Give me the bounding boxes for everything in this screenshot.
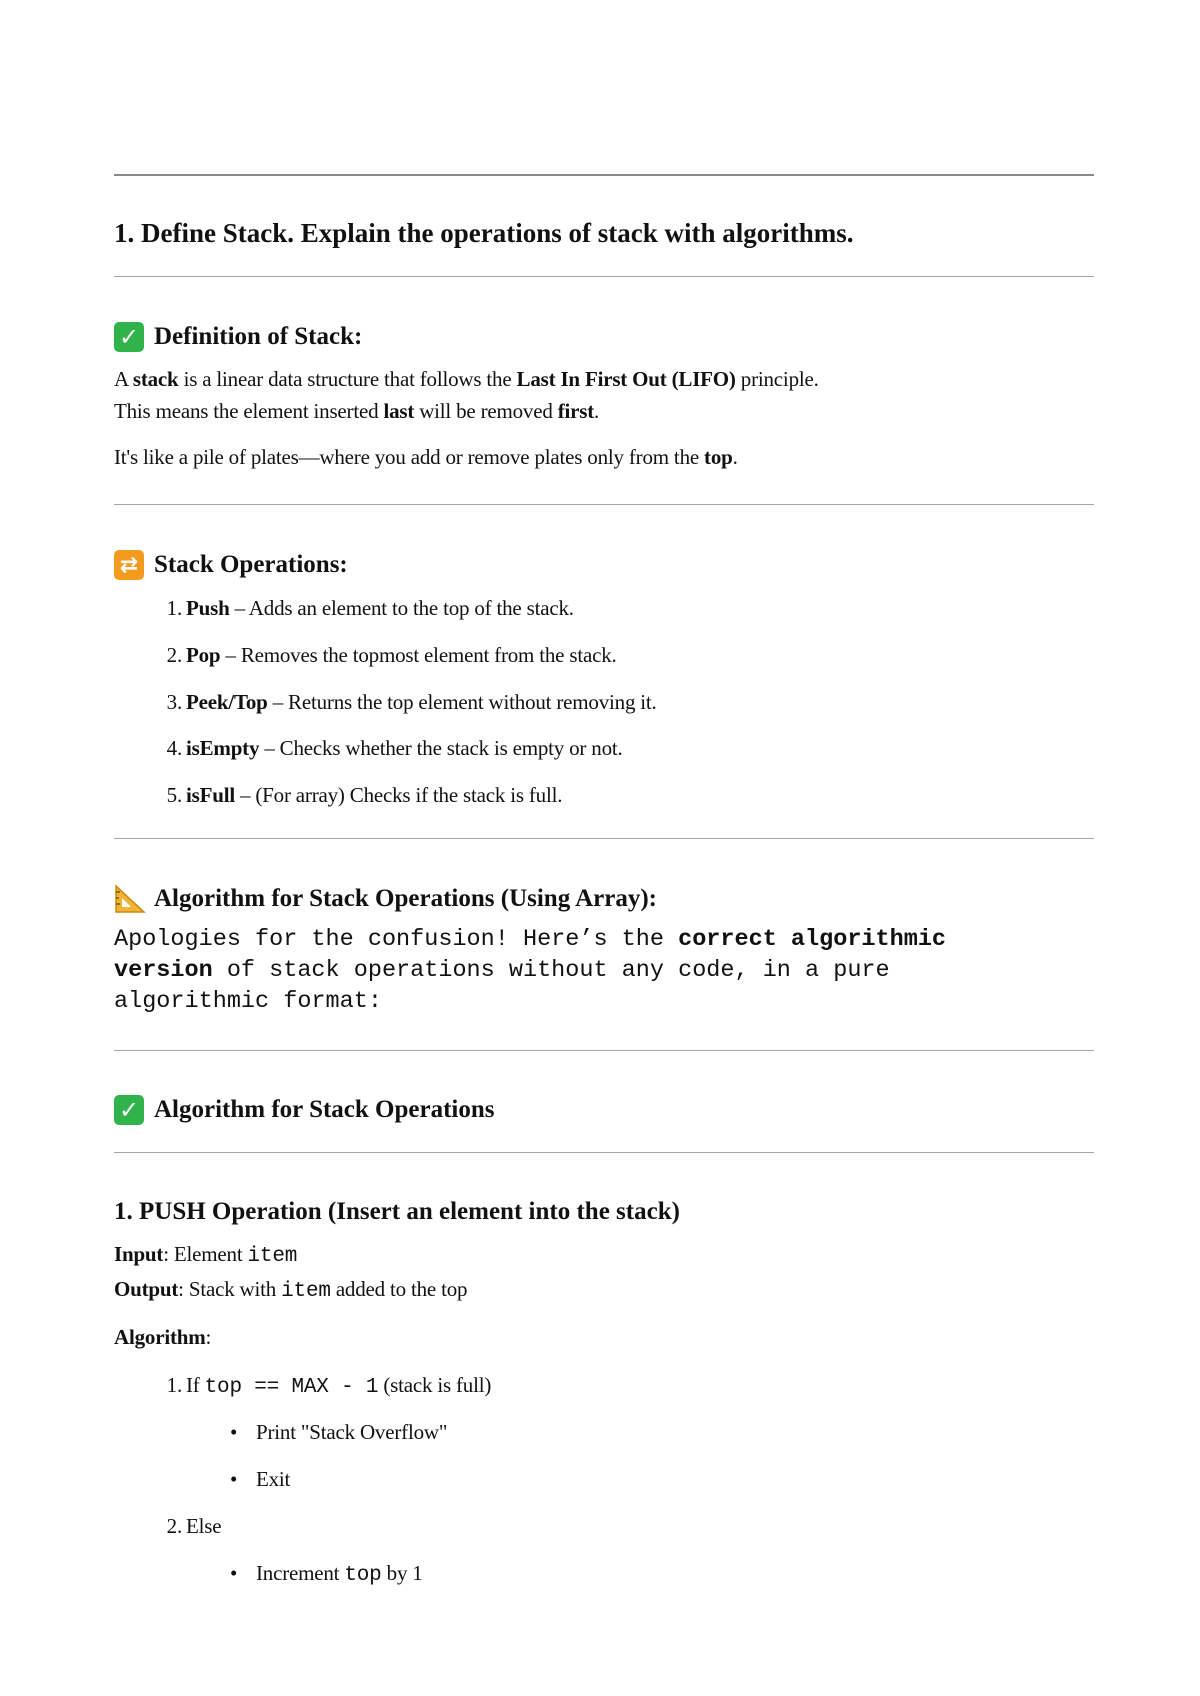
operation-desc: – (For array) Checks if the stack is full. [234, 783, 563, 807]
divider [114, 838, 1094, 839]
push-step-1-bullet [230, 1420, 447, 1445]
push-algorithm-label [114, 1325, 211, 1350]
text: of stack operations without any code, in a pure algorithmic format: [114, 957, 890, 1015]
push-input [114, 1242, 297, 1268]
bullet-icon: • [230, 1561, 238, 1585]
text: added to the top [330, 1277, 468, 1301]
text: If [186, 1373, 205, 1397]
output-label: Output [114, 1277, 179, 1301]
text: . [732, 445, 738, 469]
repeat-icon: ⇄ [114, 550, 144, 580]
algorithm-label: Algorithm [114, 1325, 206, 1349]
bold-text: first [557, 399, 595, 423]
operations-heading-text: Stack Operations: [154, 551, 348, 578]
push-heading: 1. PUSH Operation (Insert an element into the stack) [114, 1198, 680, 1225]
input-label: Input [114, 1242, 164, 1266]
list-number: 1. [166, 1373, 182, 1397]
inline-code: item [247, 1245, 298, 1268]
text: . [594, 399, 600, 423]
definition-line-3 [114, 445, 738, 470]
list-number: 4. [166, 736, 182, 760]
list-number: 2. [166, 1514, 182, 1538]
operation-name: Push [186, 596, 230, 620]
list-number: 5. [166, 783, 182, 807]
list-number: 3. [166, 690, 182, 714]
bullet-icon: • [230, 1467, 238, 1491]
definition-heading-text: Definition of Stack: [154, 323, 363, 350]
operation-item [156, 736, 623, 761]
text: Apologies for the confusion! Here’s the [114, 926, 679, 953]
definition-line-1 [114, 367, 819, 392]
push-step-1-bullet [230, 1467, 290, 1492]
question-title: 1. Define Stack. Explain the operations of stack with algorithms. [114, 218, 854, 248]
operation-desc: – Returns the top element without removing it. [267, 690, 657, 714]
text: (stack is full) [378, 1373, 492, 1397]
inline-code: top == MAX - 1 [204, 1376, 379, 1399]
text: : [205, 1325, 212, 1349]
text: is a linear data structure that follows the [178, 367, 517, 391]
check-mark-icon: ✓ [114, 322, 144, 352]
definition-line-2 [114, 399, 599, 424]
push-step-1 [156, 1373, 491, 1399]
inline-code: item [281, 1280, 331, 1303]
check-mark-icon: ✓ [114, 1095, 144, 1125]
algo-array-heading-text: Algorithm for Stack Operations (Using Array): [154, 885, 657, 912]
push-step-2 [156, 1514, 221, 1539]
list-number: 2. [166, 643, 182, 667]
text: This means the element inserted [114, 399, 384, 423]
operation-item [156, 690, 657, 715]
algo-array-heading [114, 884, 657, 914]
operation-item [156, 783, 562, 808]
triangular-ruler-icon [114, 884, 146, 914]
bullet-icon: • [230, 1420, 238, 1444]
text: by 1 [381, 1561, 423, 1585]
text: will be removed [414, 399, 558, 423]
divider [114, 1152, 1094, 1153]
operation-name: isEmpty [186, 736, 260, 760]
operation-desc: – Adds an element to the top of the stack. [229, 596, 574, 620]
divider [114, 504, 1094, 505]
algo-array-intro [114, 924, 1014, 1017]
operation-desc: – Checks whether the stack is empty or not. [259, 736, 623, 760]
text: Else [186, 1514, 222, 1538]
bold-text: Last In First Out (LIFO) [516, 367, 736, 391]
text: principle. [735, 367, 819, 391]
text: Print "Stack Overflow" [256, 1420, 448, 1444]
text: A [114, 367, 133, 391]
bold-text: stack [132, 367, 179, 391]
bold-text: top [704, 445, 733, 469]
push-output [114, 1277, 467, 1303]
text: : Stack with [178, 1277, 282, 1301]
list-number: 1. [166, 596, 182, 620]
operations-heading [114, 550, 348, 580]
text: It's like a pile of plates—where you add or remove plates only from the [114, 445, 705, 469]
bold-text: correct algorithmic version [114, 926, 947, 984]
bold-text: last [383, 399, 415, 423]
divider [114, 174, 1094, 176]
operation-name: Pop [186, 643, 221, 667]
operation-desc: – Removes the topmost element from the stack. [220, 643, 617, 667]
operation-item [156, 643, 617, 668]
divider [114, 276, 1094, 277]
operation-item [156, 596, 574, 621]
algo-heading [114, 1095, 495, 1125]
operation-name: Peek/Top [186, 690, 268, 714]
text: : Element [163, 1242, 248, 1266]
operation-name: isFull [186, 783, 235, 807]
inline-code: top [344, 1564, 382, 1587]
text: Increment [256, 1561, 345, 1585]
algo-heading-text: Algorithm for Stack Operations [154, 1096, 495, 1123]
text: Exit [256, 1467, 291, 1491]
divider [114, 1050, 1094, 1051]
definition-heading [114, 322, 362, 352]
push-step-2-bullet [230, 1561, 423, 1587]
